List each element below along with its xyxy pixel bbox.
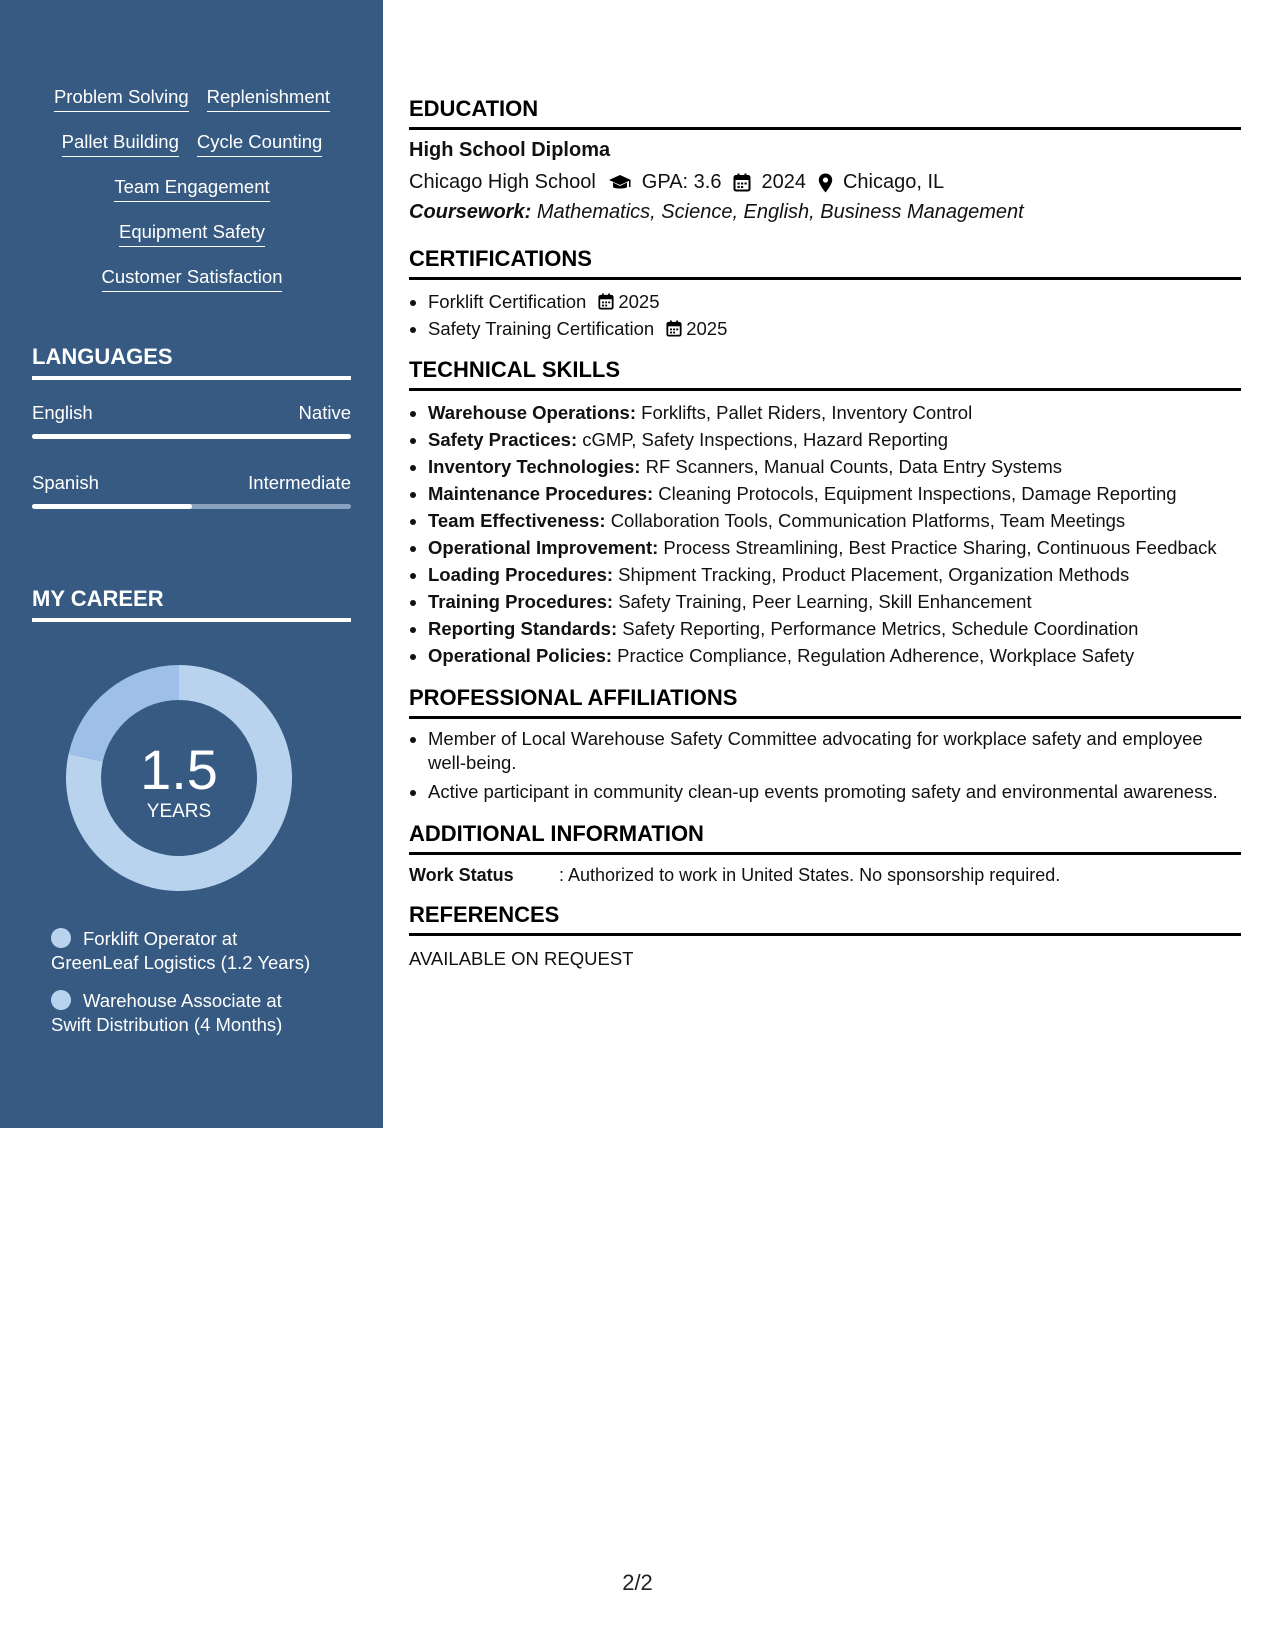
list-item <box>428 315 1241 342</box>
list-item <box>428 615 1241 642</box>
skill-label: Warehouse Operations: <box>428 402 636 423</box>
skill-label: Inventory Technologies: <box>428 456 641 477</box>
gpa: GPA: 3.6 <box>641 171 722 193</box>
language-name: English <box>32 402 93 423</box>
skill-label: Maintenance Procedures: <box>428 483 654 504</box>
section-rule <box>409 852 1241 855</box>
career-role: Forklift Operator at <box>83 928 238 949</box>
skill-tag: Cycle Counting <box>197 131 322 157</box>
section-title: REFERENCES <box>409 902 560 927</box>
career-item <box>51 927 351 975</box>
graduation-cap-icon <box>608 174 632 192</box>
certifications-section <box>409 246 1241 342</box>
language-level: Intermediate <box>248 472 351 493</box>
education-details <box>409 171 1241 194</box>
skill-row <box>32 221 352 266</box>
career-total-unit: YEARS <box>146 801 212 822</box>
language-row <box>32 472 351 494</box>
certification <box>428 288 1241 315</box>
skills-tags <box>32 86 352 311</box>
skill-row <box>32 266 352 311</box>
certification-year: 2025 <box>686 318 728 339</box>
school-name: Chicago High School <box>409 171 596 193</box>
skill-label: Operational Policies: <box>428 645 613 666</box>
additional-information-section <box>409 821 1241 886</box>
skill-text: cGMP, Safety Inspections, Hazard Reporting <box>582 429 948 450</box>
certifications-list <box>409 288 1241 342</box>
technical-skills-section <box>409 357 1241 669</box>
skill-text: Safety Reporting, Performance Metrics, Schedule Coordination <box>622 618 1139 639</box>
language-proficiency-fill <box>32 434 351 439</box>
list-item <box>428 426 1241 453</box>
map-pin-icon <box>818 173 833 193</box>
section-rule <box>409 277 1241 280</box>
career-donut-chart <box>66 665 292 891</box>
list-item <box>428 453 1241 480</box>
certification-year: 2025 <box>618 291 660 312</box>
section-rule <box>409 716 1241 719</box>
skill-tag: Pallet Building <box>62 131 179 157</box>
skill-text: Practice Compliance, Regulation Adherence, Workplace Safety <box>617 645 1135 666</box>
work-status-label: Work Status <box>409 865 514 885</box>
section-title: ADDITIONAL INFORMATION <box>409 821 704 846</box>
coursework-list: Mathematics, Science, English, Business Management <box>536 201 1024 223</box>
career-item-line <box>51 989 351 1013</box>
list-item <box>428 507 1241 534</box>
skill-row <box>32 176 352 221</box>
coursework <box>409 201 1241 224</box>
career-heading-text: MY CAREER <box>32 586 164 611</box>
skill-label: Loading Procedures: <box>428 564 614 585</box>
work-status-value: : Authorized to work in United States. No sponsorship required. <box>559 865 1061 885</box>
calendar-icon <box>733 173 751 192</box>
certification-name: • Forklift Certification <box>428 291 587 312</box>
languages-rule <box>32 376 351 380</box>
languages-heading <box>32 344 351 380</box>
section-rule <box>409 933 1241 936</box>
skill-text: Safety Training, Peer Learning, Skill Enhancement <box>618 591 1032 612</box>
list-item <box>428 561 1241 588</box>
technical-skills-list <box>409 399 1241 669</box>
section-rule <box>409 127 1241 130</box>
list-item: • Active participant in community clean-up events promoting safety and environmental awareness. <box>428 778 1241 805</box>
language-row <box>32 402 351 424</box>
list-item <box>428 534 1241 561</box>
language-level: Native <box>298 402 351 423</box>
school-location: Chicago, IL <box>842 171 945 193</box>
skill-tag: Equipment Safety <box>119 221 265 247</box>
languages-heading-text: LANGUAGES <box>32 344 173 369</box>
language-proficiency-bar <box>32 504 351 509</box>
certification <box>428 315 1241 342</box>
language-proficiency-bar <box>32 434 351 439</box>
language-english <box>32 402 351 439</box>
list-item <box>428 480 1241 507</box>
career-item-line <box>51 927 351 951</box>
degree-title: High School Diploma <box>409 139 611 161</box>
calendar-icon <box>598 293 614 310</box>
section-title: EDUCATION <box>409 96 539 121</box>
sidebar <box>0 0 383 1128</box>
section-title: PROFESSIONAL AFFILIATIONS <box>409 685 738 710</box>
skill-label: Team Effectiveness: <box>428 510 606 531</box>
career-item <box>51 989 351 1037</box>
career-role: Warehouse Associate at <box>83 990 282 1011</box>
references-text: AVAILABLE ON REQUEST <box>409 948 634 969</box>
page-number: 2/2 <box>622 1570 653 1595</box>
section-title: TECHNICAL SKILLS <box>409 357 621 382</box>
list-item <box>428 288 1241 315</box>
career-heading <box>32 586 351 622</box>
affiliations-section <box>409 685 1241 805</box>
references-section <box>409 902 1241 970</box>
affiliations-list <box>409 727 1241 805</box>
skill-text: Collaboration Tools, Communication Platforms, Team Meetings <box>610 510 1126 531</box>
career-company: GreenLeaf Logistics (1.2 Years) <box>51 952 311 973</box>
career-total-value: 1.5 <box>140 738 218 801</box>
language-proficiency-fill <box>32 504 192 509</box>
skill-row <box>32 86 352 131</box>
skill-text: Cleaning Protocols, Equipment Inspections, Damage Reporting <box>658 483 1177 504</box>
career-company: Swift Distribution (4 Months) <box>51 1014 283 1035</box>
skill-tag: Problem Solving <box>54 86 189 112</box>
skill-tag: Replenishment <box>207 86 330 112</box>
list-item <box>428 399 1241 426</box>
career-dot-icon <box>51 990 71 1010</box>
skill-label: Operational Improvement: <box>428 537 659 558</box>
skill-text: RF Scanners, Manual Counts, Data Entry Systems <box>645 456 1062 477</box>
section-rule <box>409 388 1241 391</box>
section-title: CERTIFICATIONS <box>409 246 592 271</box>
skill-label: Safety Practices: <box>428 429 578 450</box>
language-name: Spanish <box>32 472 99 493</box>
skill-label: Reporting Standards: <box>428 618 618 639</box>
list-item: • Member of Local Warehouse Safety Committee advocating for workplace safety and employee well-being. <box>428 727 1241 775</box>
certification-name: • Safety Training Certification <box>428 318 655 339</box>
skill-tag: Team Engagement <box>114 176 269 202</box>
list-item <box>428 642 1241 669</box>
career-dot-icon <box>51 928 71 948</box>
skill-text: Process Streamlining, Best Practice Sharing, Continuous Feedback <box>663 537 1217 558</box>
skill-row <box>32 131 352 176</box>
graduation-year: 2024 <box>761 171 806 193</box>
calendar-icon <box>666 320 682 337</box>
skill-label: Training Procedures: <box>428 591 614 612</box>
coursework-label: Coursework: <box>409 201 532 223</box>
list-item <box>428 588 1241 615</box>
skill-text: Shipment Tracking, Product Placement, Organization Methods <box>618 564 1130 585</box>
language-spanish <box>32 472 351 509</box>
work-status-row <box>409 865 1241 886</box>
skill-text: Forklifts, Pallet Riders, Inventory Control <box>641 402 973 423</box>
skill-tag: Customer Satisfaction <box>102 266 283 292</box>
education-section <box>409 96 1241 224</box>
career-rule <box>32 618 351 622</box>
